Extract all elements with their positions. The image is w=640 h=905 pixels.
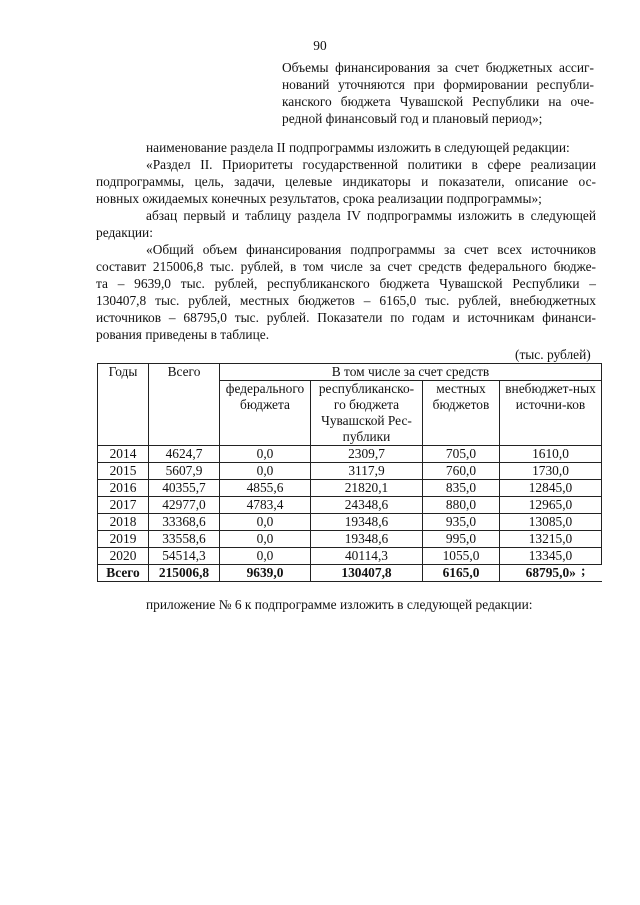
- cell-extrabudgetary: 1730,0: [500, 463, 602, 480]
- paragraph-line: рования приведены в таблице.: [96, 327, 270, 342]
- cell-federal: 4855,6: [220, 480, 311, 497]
- paragraph-line: приложение № 6 к подпрограмме изложить в следующей редакции:: [146, 597, 533, 612]
- cell-republican: 21820,1: [311, 480, 423, 497]
- cell-total: 42977,0: [149, 497, 220, 514]
- cell-federal: 0,0: [220, 463, 311, 480]
- paragraph-line: составит 215006,8 тыс. рублей, в том числе за счет средств федерального бюдже-: [96, 259, 596, 274]
- cell-federal: 4783,4: [220, 497, 311, 514]
- table-row: [98, 497, 602, 514]
- table-row: [98, 480, 602, 497]
- cell-total-local: 6165,0: [423, 565, 500, 582]
- header-republican: республиканско-го бюджета Чувашской Рес-публики: [311, 381, 423, 446]
- paragraph-line: подпрограммы, цель, задачи, целевые индикаторы и показатели, описание ос-: [96, 174, 596, 189]
- table-units: (тыс. рублей): [515, 347, 591, 362]
- cell-extrabudgetary: 13345,0: [500, 548, 602, 565]
- header-group: В том числе за счет средств: [220, 364, 602, 381]
- cell-republican: 24348,6: [311, 497, 423, 514]
- paragraph-line: «Общий объем финансирования подпрограммы за счет всех источников: [146, 242, 596, 257]
- table-total-row: [98, 565, 602, 582]
- header-years: Годы: [98, 364, 149, 446]
- cell-local: 760,0: [423, 463, 500, 480]
- intro-line: Объемы финансирования за счет бюджетных ассиг-: [282, 60, 594, 75]
- cell-local: 995,0: [423, 531, 500, 548]
- cell-republican: 40114,3: [311, 548, 423, 565]
- cell-total: 33558,6: [149, 531, 220, 548]
- cell-local: 835,0: [423, 480, 500, 497]
- cell-year: 2020: [98, 548, 149, 565]
- header-local: местных бюджетов: [423, 381, 500, 446]
- header-total: Всего: [149, 364, 220, 446]
- table-closing-mark: ;: [581, 563, 586, 578]
- cell-year: 2016: [98, 480, 149, 497]
- cell-extrabudgetary: 12845,0: [500, 480, 602, 497]
- cell-total-label: Всего: [98, 565, 149, 582]
- cell-republican: 3117,9: [311, 463, 423, 480]
- cell-total-federal: 9639,0: [220, 565, 311, 582]
- cell-republican: 19348,6: [311, 531, 423, 548]
- cell-extrabudgetary: 13215,0: [500, 531, 602, 548]
- cell-year: 2017: [98, 497, 149, 514]
- intro-line: нований уточняются при формировании республи-: [282, 77, 594, 92]
- financing-table: [97, 363, 602, 582]
- intro-line: редной финансовый год и плановый период»;: [282, 111, 543, 126]
- paragraph-line: абзац первый и таблицу раздела IV подпрограммы изложить в следующей: [146, 208, 596, 223]
- cell-total: 5607,9: [149, 463, 220, 480]
- cell-federal: 0,0: [220, 548, 311, 565]
- table-header-row: [98, 364, 602, 381]
- cell-year: 2018: [98, 514, 149, 531]
- paragraph-line: «Раздел II. Приоритеты государственной политики в сфере реализации: [146, 157, 596, 172]
- cell-year: 2014: [98, 446, 149, 463]
- paragraph-line: та – 9639,0 тыс. рублей, республиканского бюджета Чувашской Республики –: [96, 276, 596, 291]
- header-federal: федерального бюджета: [220, 381, 311, 446]
- cell-extrabudgetary: 13085,0: [500, 514, 602, 531]
- cell-local: 705,0: [423, 446, 500, 463]
- table-row: [98, 463, 602, 480]
- table-row: [98, 548, 602, 565]
- paragraph-line: источников – 68795,0 тыс. рублей. Показатели по годам и источникам финанси-: [96, 310, 596, 325]
- cell-total-republican: 130407,8: [311, 565, 423, 582]
- cell-total-extrabudgetary: 68795,0»: [500, 565, 602, 582]
- table-row: [98, 446, 602, 463]
- cell-extrabudgetary: 12965,0: [500, 497, 602, 514]
- cell-local: 880,0: [423, 497, 500, 514]
- cell-republican: 2309,7: [311, 446, 423, 463]
- cell-federal: 0,0: [220, 514, 311, 531]
- page-number: 90: [313, 38, 327, 53]
- paragraph-line: новных ожидаемых конечных результатов, срока реализации подпрограммы»;: [96, 191, 542, 206]
- cell-extrabudgetary: 1610,0: [500, 446, 602, 463]
- intro-line: канского бюджета Чувашской Республики на оче-: [282, 94, 594, 109]
- header-extrabudgetary: внебюджет-ных источни-ков: [500, 381, 602, 446]
- paragraph-line: редакции:: [96, 225, 153, 240]
- table-row: [98, 514, 602, 531]
- cell-local: 935,0: [423, 514, 500, 531]
- cell-republican: 19348,6: [311, 514, 423, 531]
- cell-total-sum: 215006,8: [149, 565, 220, 582]
- cell-total: 54514,3: [149, 548, 220, 565]
- cell-total: 4624,7: [149, 446, 220, 463]
- table-row: [98, 531, 602, 548]
- cell-local: 1055,0: [423, 548, 500, 565]
- paragraph-line: 130407,8 тыс. рублей, местных бюджетов – 6165,0 тыс. рублей, внебюджетных: [96, 293, 596, 308]
- cell-total: 40355,7: [149, 480, 220, 497]
- cell-federal: 0,0: [220, 446, 311, 463]
- paragraph-line: наименование раздела II подпрограммы изложить в следующей редакции:: [146, 140, 570, 155]
- cell-year: 2015: [98, 463, 149, 480]
- cell-total: 33368,6: [149, 514, 220, 531]
- cell-federal: 0,0: [220, 531, 311, 548]
- cell-year: 2019: [98, 531, 149, 548]
